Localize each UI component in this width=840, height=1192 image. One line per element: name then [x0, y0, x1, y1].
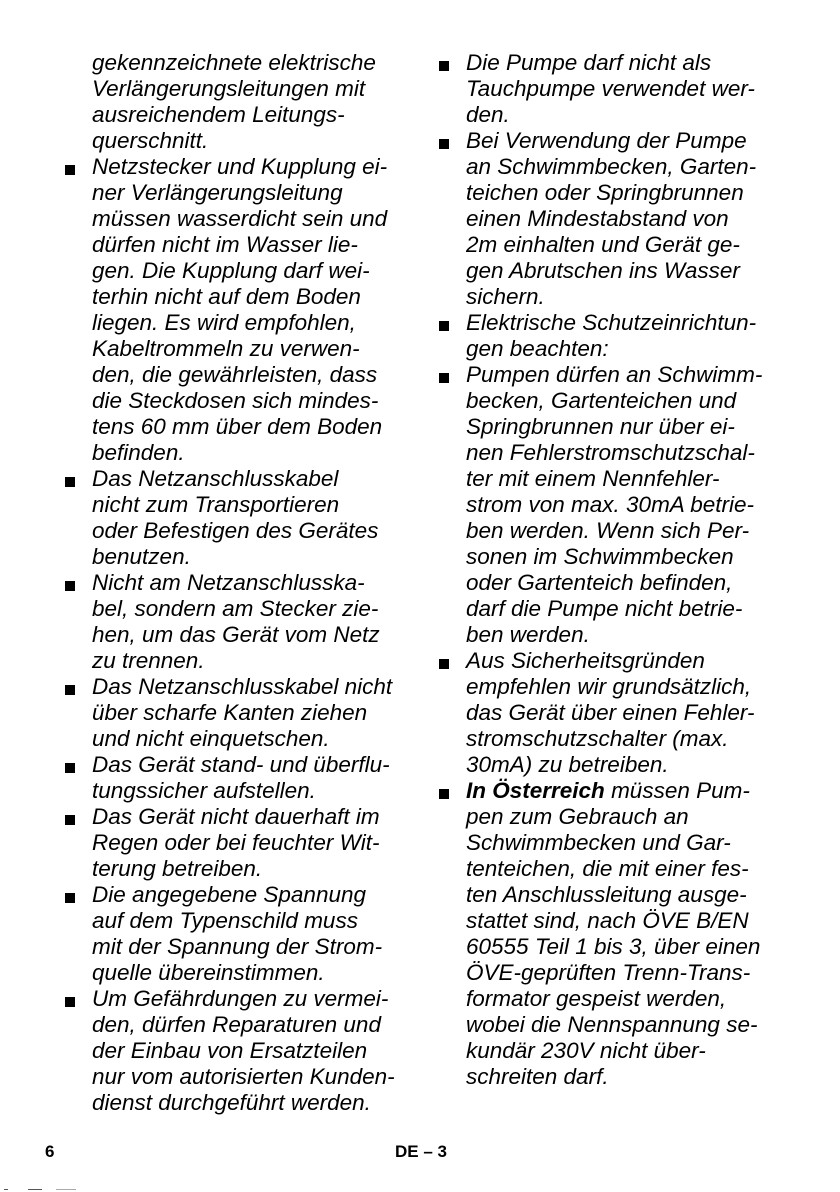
- square-bullet-icon: [65, 893, 75, 903]
- text-line: nicht zum Transportieren: [92, 492, 340, 517]
- text-line: sichern.: [466, 284, 545, 309]
- text-line: ÖVE-geprüften Trenn-Trans-: [466, 960, 751, 985]
- text-line: Das Netzanschlusskabel: [92, 466, 339, 491]
- bullet-item: [60, 752, 410, 804]
- square-bullet-icon: [65, 581, 75, 591]
- text-line: Kabeltrommeln zu verwen-: [92, 336, 360, 361]
- text-line: Regen oder bei feuchter Wit-: [92, 830, 380, 855]
- left-column: [60, 50, 410, 1116]
- page-number: 6: [45, 1142, 55, 1161]
- text-line: tungssicher aufstellen.: [92, 778, 316, 803]
- text-line: Das Gerät nicht dauerhaft im: [92, 804, 380, 829]
- text-line: ten Anschlussleitung ausge-: [466, 882, 747, 907]
- text-line: zu trennen.: [92, 648, 205, 673]
- square-bullet-icon: [65, 685, 75, 695]
- text-line: ben werden.: [466, 622, 590, 647]
- square-bullet-icon: [65, 763, 75, 773]
- right-column: [434, 50, 784, 1090]
- text-line: darf die Pumpe nicht betrie-: [466, 596, 743, 621]
- text-line: Um Gefährdungen zu vermei-: [92, 986, 389, 1011]
- text-line: Das Netzanschlusskabel nicht: [92, 674, 393, 699]
- text-line: hen, um das Gerät vom Netz: [92, 622, 380, 647]
- left-bullet-list: [60, 154, 410, 1116]
- text-line: dienst durchgeführt werden.: [92, 1090, 371, 1115]
- bold-text: In Österreich: [466, 778, 605, 803]
- text-line: Bei Verwendung der Pumpe: [466, 128, 747, 153]
- text-line: teichen oder Springbrunnen: [466, 180, 744, 205]
- text-line: empfehlen wir grundsätzlich,: [466, 674, 752, 699]
- text-line: dürfen nicht im Wasser lie-: [92, 232, 358, 257]
- text-fragment: müssen Pum-: [604, 778, 750, 803]
- bullet-item: [434, 310, 784, 362]
- text-line: strom von max. 30mA betrie-: [466, 492, 755, 517]
- text-line: gen Abrutschen ins Wasser: [466, 258, 740, 283]
- text-line: Schwimmbecken und Gar-: [466, 830, 731, 855]
- bullet-item: [60, 154, 410, 466]
- text-line: oder Befestigen des Gerätes: [92, 518, 379, 543]
- text-line: gen beachten:: [466, 336, 609, 361]
- square-bullet-icon: [439, 139, 449, 149]
- square-bullet-icon: [439, 61, 449, 71]
- right-bullet-list: [434, 50, 784, 1090]
- text-line: einen Mindestabstand von: [466, 206, 729, 231]
- text-line: und nicht einquetschen.: [92, 726, 330, 751]
- text-line: den, dürfen Reparaturen und: [92, 1012, 381, 1037]
- text-line: terung betreiben.: [92, 856, 263, 881]
- text-line: formator gespeist werden,: [466, 986, 727, 1011]
- text-line: tenteichen, die mit einer fes-: [466, 856, 749, 881]
- text-line: Verlängerungsleitungen mit: [92, 76, 366, 101]
- bullet-item: [60, 466, 410, 570]
- text-line: nur vom autorisierten Kunden-: [92, 1064, 395, 1089]
- square-bullet-icon: [439, 659, 449, 669]
- text-line: oder Gartenteich befinden,: [466, 570, 733, 595]
- text-line: Die angegebene Spannung: [92, 882, 366, 907]
- text-line: stromschutzschalter (max.: [466, 726, 729, 751]
- text-line: 2m einhalten und Gerät ge-: [466, 232, 740, 257]
- text-line: Aus Sicherheitsgründen: [466, 648, 705, 673]
- text-line: stattet sind, nach ÖVE B/EN: [466, 908, 749, 933]
- square-bullet-icon: [65, 165, 75, 175]
- text-line: Springbrunnen nur über ei-: [466, 414, 735, 439]
- text-line: becken, Gartenteichen und: [466, 388, 737, 413]
- square-bullet-icon: [65, 477, 75, 487]
- text-line: Netzstecker und Kupplung ei-: [92, 154, 388, 179]
- text-line: müssen wasserdicht sein und: [92, 206, 388, 231]
- continuation-paragraph: [60, 50, 410, 154]
- square-bullet-icon: [65, 997, 75, 1007]
- square-bullet-icon: [439, 373, 449, 383]
- text-line: der Einbau von Ersatzteilen: [92, 1038, 368, 1063]
- text-line: Nicht am Netzanschlusska-: [92, 570, 365, 595]
- bullet-item: [60, 986, 410, 1116]
- bullet-item: [60, 882, 410, 986]
- text-line: ben werden. Wenn sich Per-: [466, 518, 750, 543]
- text-line: pen zum Gebrauch an: [466, 804, 689, 829]
- text-line: schreiten darf.: [466, 1064, 609, 1089]
- square-bullet-icon: [65, 815, 75, 825]
- text-line: den, die gewährleisten, dass: [92, 362, 378, 387]
- section-code: DE – 3: [395, 1142, 447, 1161]
- text-line: das Gerät über einen Fehler-: [466, 700, 755, 725]
- text-line: Tauchpumpe verwendet wer-: [466, 76, 755, 101]
- bullet-item: [434, 362, 784, 648]
- text-line: terhin nicht auf dem Boden: [92, 284, 361, 309]
- text-line: den.: [466, 102, 510, 127]
- text-line: die Steckdosen sich mindes-: [92, 388, 379, 413]
- text-line: tens 60 mm über dem Boden: [92, 414, 383, 439]
- bullet-item: [60, 570, 410, 674]
- bullet-item: [60, 804, 410, 882]
- text-line: gen. Die Kupplung darf wei-: [92, 258, 370, 283]
- text-line: Elektrische Schutzeinrichtun-: [466, 310, 757, 335]
- text-line: 30mA) zu betreiben.: [466, 752, 669, 777]
- scan-artifact: [0, 1186, 90, 1192]
- text-line: kundär 230V nicht über-: [466, 1038, 706, 1063]
- text-line: wobei die Nennspannung se-: [466, 1012, 758, 1037]
- text-line: 60555 Teil 1 bis 3, über einen: [466, 934, 761, 959]
- text-line: über scharfe Kanten ziehen: [92, 700, 368, 725]
- text-line: an Schwimmbecken, Garten-: [466, 154, 757, 179]
- bullet-item: [434, 50, 784, 128]
- text-line: Die Pumpe darf nicht als: [466, 50, 712, 75]
- square-bullet-icon: [439, 789, 449, 799]
- bullet-item: [434, 128, 784, 310]
- text-line: nen Fehlerstromschutzschal-: [466, 440, 755, 465]
- bullet-item: [434, 778, 784, 1090]
- text-line: querschnitt.: [92, 128, 209, 153]
- text-line: bel, sondern am Stecker zie-: [92, 596, 379, 621]
- text-line: mit der Spannung der Strom-: [92, 934, 383, 959]
- text-line: ter mit einem Nennfehler-: [466, 466, 720, 491]
- text-line: ausreichendem Leitungs-: [92, 102, 345, 127]
- bullet-item: [60, 674, 410, 752]
- text-line: liegen. Es wird empfohlen,: [92, 310, 356, 335]
- bullet-item: [434, 648, 784, 778]
- text-line: ner Verlängerungsleitung: [92, 180, 343, 205]
- text-line: auf dem Typenschild muss: [92, 908, 358, 933]
- square-bullet-icon: [439, 321, 449, 331]
- text-line: sonen im Schwimmbecken: [466, 544, 734, 569]
- text-line: [466, 778, 784, 804]
- text-line: befinden.: [92, 440, 185, 465]
- text-line: Das Gerät stand- und überflu-: [92, 752, 390, 777]
- text-line: gekennzeichnete elektrische: [92, 50, 376, 75]
- text-line: benutzen.: [92, 544, 191, 569]
- text-line: quelle übereinstimmen.: [92, 960, 325, 985]
- text-line: Pumpen dürfen an Schwimm-: [466, 362, 763, 387]
